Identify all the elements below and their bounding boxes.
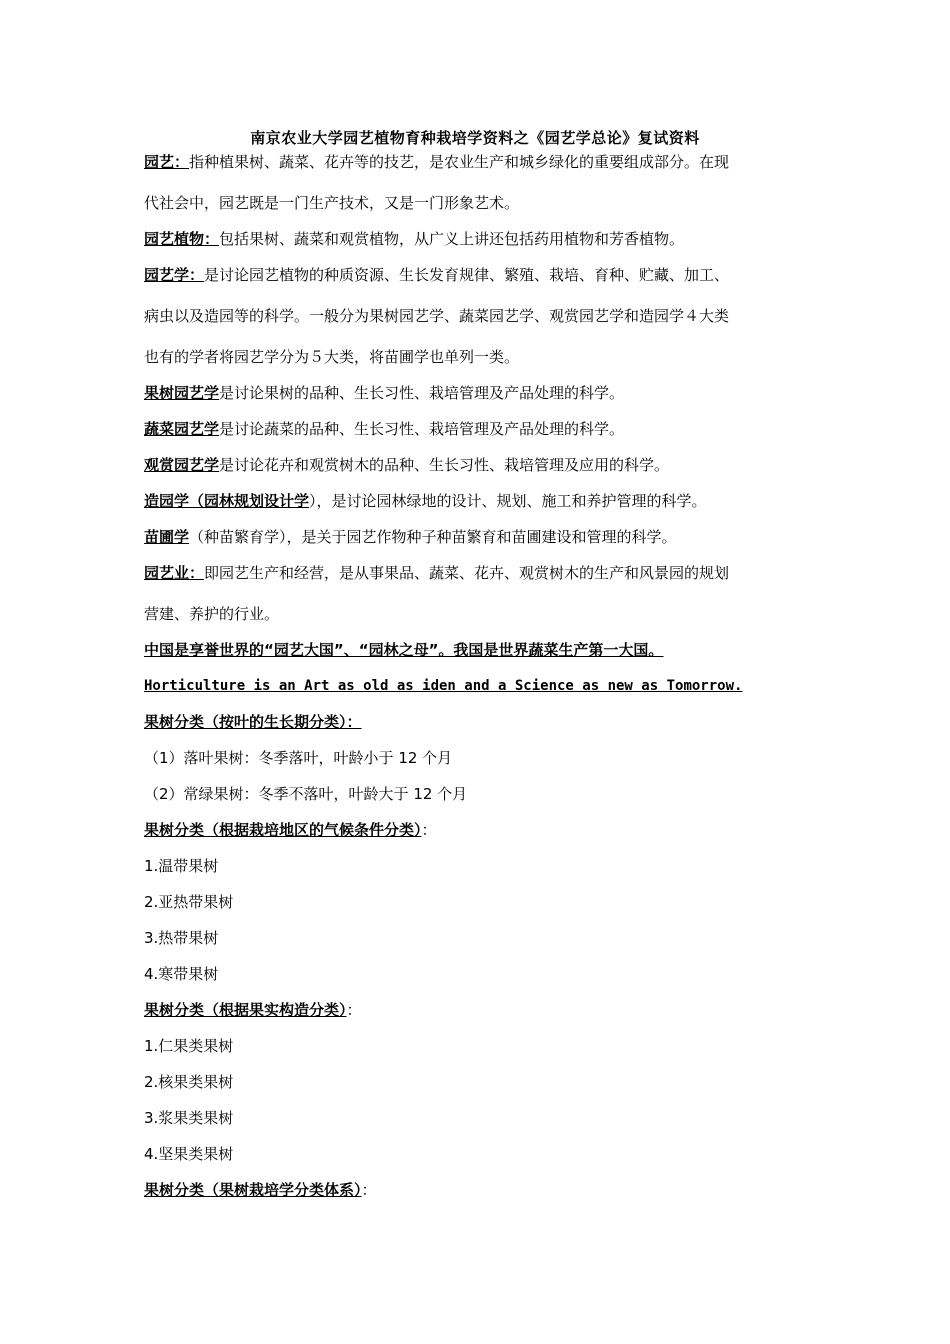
definition-continuation: 病虫以及造园等的科学。一般分为果树园艺学、蔬菜园艺学、观赏园艺学和造园学４大类 [144, 307, 730, 325]
heading-colon: ： [346, 1001, 362, 1019]
definition-text: 是讨论花卉和观赏树木的品种、生长习性、栽培管理及应用的科学。 [219, 456, 670, 474]
definition-text: 包括果树、蔬菜和观赏植物，从广义上讲还包括药用植物和芳香植物。 [219, 230, 685, 248]
section-heading: 果树分类（根据栽培地区的气候条件分类） [144, 821, 422, 839]
term-nursery: 苗圃学 [144, 528, 190, 546]
definition-text: 是讨论果树的品种、生长习性、栽培管理及产品处理的科学。 [219, 384, 625, 402]
term-landscape: 造园学（园林规划设计学 [144, 492, 310, 510]
definition-nursery [144, 527, 809, 547]
section-heading: 果树分类（根据果实构造分类） [144, 1001, 347, 1019]
list-item: （2）常绿果树：冬季不落叶，叶龄大于 12 个月 [144, 785, 468, 803]
term-ornamental: 观赏园艺学 [144, 456, 220, 474]
definition-olericulture [144, 419, 809, 439]
section-heading: 果树分类（按叶的生长期分类）： [144, 713, 362, 731]
definition-text: 是讨论蔬菜的品种、生长习性、栽培管理及产品处理的科学。 [219, 420, 625, 438]
term-horticulture: 园艺： [144, 153, 190, 171]
english-quote: Horticulture is an Art as old as iden and a Science as new as Tomorrow. [144, 678, 743, 694]
definition-horticultural-science [144, 265, 809, 285]
list-item: 2.亚热带果树 [144, 893, 234, 911]
definition-pomology [144, 383, 809, 403]
term-olericulture: 蔬菜园艺学 [144, 420, 220, 438]
document-title: 南京农业大学园艺植物育种栽培学资料之《园艺学总论》复试资料 [250, 129, 700, 147]
section-heading: 果树分类（果树栽培学分类体系） [144, 1181, 362, 1199]
section-heading-row [144, 1180, 809, 1200]
heading-colon: ： [421, 821, 437, 839]
definition-ornamental [144, 455, 809, 475]
definition-landscape [144, 491, 809, 511]
list-item: 1.温带果树 [144, 857, 219, 875]
list-item: 3.热带果树 [144, 929, 219, 947]
china-statement: 中国是享誉世界的“园艺大国”、“园林之母”。我国是世界蔬菜生产第一大国。 [144, 641, 664, 659]
definition-continuation: 代社会中，园艺既是一门生产技术，又是一门形象艺术。 [144, 194, 520, 212]
definition-continuation: 也有的学者将园艺学分为５大类，将苗圃学也单列一类。 [144, 348, 520, 366]
definition-text: 即园艺生产和经营，是从事果品、蔬菜、花卉、观赏树木的生产和风景园的规划 [204, 564, 730, 582]
list-item: 2.核果类果树 [144, 1073, 234, 1091]
definition-industry [144, 563, 809, 583]
list-item: 4.寒带果树 [144, 965, 219, 983]
definition-continuation: 营建、养护的行业。 [144, 605, 280, 623]
list-item: （1）落叶果树：冬季落叶，叶龄小于 12 个月 [144, 749, 453, 767]
definition-horticulture [144, 152, 809, 172]
definition-text: ），是讨论园林绿地的设计、规划、施工和养护管理的科学。 [309, 492, 707, 510]
definition-text: 是讨论园艺植物的种质资源、生长发育规律、繁殖、栽培、育种、贮藏、加工、 [204, 266, 730, 284]
term-horticultural-plants: 园艺植物： [144, 230, 220, 248]
definition-horticultural-plants [144, 229, 809, 249]
heading-colon: ： [361, 1181, 377, 1199]
list-item: 1.仁果类果树 [144, 1037, 234, 1055]
term-horticultural-science: 园艺学： [144, 266, 205, 284]
definition-text: （种苗繁育学），是关于园艺作物种子种苗繁育和苗圃建设和管理的科学。 [189, 528, 677, 546]
term-industry: 园艺业： [144, 564, 205, 582]
term-pomology: 果树园艺学 [144, 384, 220, 402]
list-item: 3.浆果类果树 [144, 1109, 234, 1127]
section-heading-row [144, 1000, 809, 1020]
list-item: 4.坚果类果树 [144, 1145, 234, 1163]
section-heading-row [144, 820, 809, 840]
definition-text: 指种植果树、蔬菜、花卉等的技艺，是农业生产和城乡绿化的重要组成部分。在现 [189, 153, 730, 171]
